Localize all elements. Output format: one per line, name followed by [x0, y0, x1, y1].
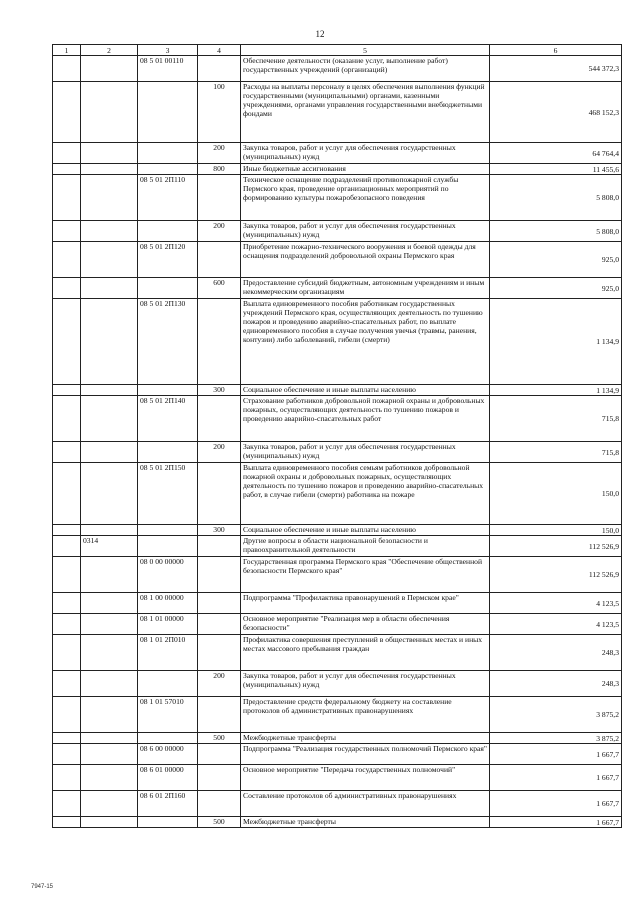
expense-type-cell: 800 [198, 164, 241, 175]
amount-cell: 925,0 [490, 242, 622, 278]
table-row [53, 175, 622, 221]
target-article-cell [138, 817, 198, 828]
target-article-cell [138, 221, 198, 242]
section-cell [53, 385, 81, 396]
target-article-cell: 08 5 01 2П140 [138, 396, 198, 442]
section-cell [53, 299, 81, 385]
table-row [53, 614, 622, 635]
description-cell: Основное мероприятие "Передача государственных полномочий" [241, 765, 490, 791]
target-article-cell [138, 536, 198, 557]
amount-cell: 64 764,4 [490, 143, 622, 164]
table-row [53, 733, 622, 744]
description-cell: Выплата единовременного пособия работникам государственных учреждений Пермского края, осуществляющих деятельность по тушению пожаров и проведению аварийно-спасательных работ, по выплате единовременного пособия в случае получения увечья (травмы, ранения, контузии) либо заболеваний, гибели (смерти) [241, 299, 490, 385]
expense-type-cell [198, 396, 241, 442]
section-cell [53, 463, 81, 525]
expense-type-cell: 500 [198, 817, 241, 828]
description-cell: Страхование работников добровольной пожарной охраны и добровольных пожарных, осуществляющих деятельность по тушению пожаров и проведению аварийно-спасательных работ [241, 396, 490, 442]
subsection-cell [81, 697, 138, 733]
section-cell [53, 278, 81, 299]
amount-cell: 1 667,7 [490, 791, 622, 817]
expense-type-cell [198, 557, 241, 593]
table-row [53, 299, 622, 385]
description-cell: Составление протоколов об административных правонарушениях [241, 791, 490, 817]
target-article-cell: 08 6 00 00000 [138, 744, 198, 765]
table-row [53, 536, 622, 557]
table-row [53, 278, 622, 299]
header-cell: 5 [241, 45, 490, 56]
table-row [53, 463, 622, 525]
amount-cell: 112 526,9 [490, 557, 622, 593]
amount-cell: 925,0 [490, 278, 622, 299]
subsection-cell [81, 164, 138, 175]
expense-type-cell [198, 744, 241, 765]
description-cell: Основное мероприятие "Реализация мер в области обеспечения безопасности" [241, 614, 490, 635]
subsection-cell [81, 817, 138, 828]
table-row [53, 791, 622, 817]
target-article-cell [138, 143, 198, 164]
description-cell: Другие вопросы в области национальной безопасности и правоохранительной деятельности [241, 536, 490, 557]
table-body [53, 56, 622, 828]
description-cell: Подпрограмма "Реализация государственных полномочий Пермского края" [241, 744, 490, 765]
subsection-cell [81, 175, 138, 221]
target-article-cell: 08 6 01 2П160 [138, 791, 198, 817]
table-row [53, 765, 622, 791]
section-cell [53, 221, 81, 242]
target-article-cell: 08 5 01 2П130 [138, 299, 198, 385]
expense-type-cell [198, 791, 241, 817]
amount-cell: 4 123,5 [490, 593, 622, 614]
description-cell: Приобретение пожарно-технического вооружения и боевой одежды для оснащения подразделений добровольной охраны Пермского края [241, 242, 490, 278]
table-row [53, 242, 622, 278]
section-cell [53, 525, 81, 536]
section-cell [53, 143, 81, 164]
expense-type-cell: 300 [198, 525, 241, 536]
amount-cell: 1 134,9 [490, 299, 622, 385]
expense-type-cell: 200 [198, 671, 241, 697]
target-article-cell [138, 671, 198, 697]
header-row [53, 45, 622, 56]
description-cell: Обеспечение деятельности (оказание услуг, выполнение работ) государственных учреждений (организаций) [241, 56, 490, 82]
section-cell [53, 396, 81, 442]
target-article-cell: 08 5 01 00110 [138, 56, 198, 82]
amount-cell: 1 667,7 [490, 765, 622, 791]
section-cell [53, 671, 81, 697]
table-row [53, 817, 622, 828]
amount-cell: 3 875,2 [490, 733, 622, 744]
section-cell [53, 536, 81, 557]
table-row [53, 635, 622, 671]
section-cell [53, 82, 81, 143]
page-number: 12 [315, 29, 325, 39]
table-row [53, 164, 622, 175]
amount-cell: 4 123,5 [490, 614, 622, 635]
table-row [53, 143, 622, 164]
table-row [53, 396, 622, 442]
section-cell [53, 593, 81, 614]
target-article-cell [138, 733, 198, 744]
description-cell: Техническое оснащение подразделений противопожарной службы Пермского края, проведение организационных мероприятий по формированию культуры пожаробезопасного поведения [241, 175, 490, 221]
description-cell: Закупка товаров, работ и услуг для обеспечения государственных (муниципальных) нужд [241, 221, 490, 242]
table-row [53, 671, 622, 697]
amount-cell: 150,0 [490, 525, 622, 536]
subsection-cell: 0314 [81, 536, 138, 557]
subsection-cell [81, 765, 138, 791]
description-cell: Закупка товаров, работ и услуг для обеспечения государственных (муниципальных) нужд [241, 143, 490, 164]
header-cell: 1 [53, 45, 81, 56]
footer-code: 7947-15 [31, 884, 54, 890]
section-cell [53, 164, 81, 175]
expense-type-cell [198, 635, 241, 671]
subsection-cell [81, 82, 138, 143]
description-cell: Государственная программа Пермского края "Обеспечение общественной безопасности Пермского края" [241, 557, 490, 593]
budget-table [52, 44, 622, 828]
header-cell: 6 [490, 45, 622, 56]
target-article-cell [138, 442, 198, 463]
expense-type-cell: 600 [198, 278, 241, 299]
expense-type-cell [198, 536, 241, 557]
target-article-cell: 08 6 01 00000 [138, 765, 198, 791]
table-row [53, 697, 622, 733]
target-article-cell: 08 5 01 2П110 [138, 175, 198, 221]
target-article-cell: 08 0 00 00000 [138, 557, 198, 593]
subsection-cell [81, 593, 138, 614]
subsection-cell [81, 635, 138, 671]
amount-cell: 468 152,3 [490, 82, 622, 143]
subsection-cell [81, 143, 138, 164]
target-article-cell: 08 1 00 00000 [138, 593, 198, 614]
section-cell [53, 744, 81, 765]
expense-type-cell [198, 697, 241, 733]
header-cell: 4 [198, 45, 241, 56]
amount-cell: 715,8 [490, 396, 622, 442]
section-cell [53, 765, 81, 791]
section-cell [53, 242, 81, 278]
amount-cell: 3 875,2 [490, 697, 622, 733]
expense-type-cell [198, 242, 241, 278]
description-cell: Социальное обеспечение и иные выплаты населению [241, 385, 490, 396]
section-cell [53, 442, 81, 463]
description-cell: Закупка товаров, работ и услуг для обеспечения государственных (муниципальных) нужд [241, 442, 490, 463]
description-cell: Профилактика совершения преступлений в общественных местах и иных местах массового пребывания граждан [241, 635, 490, 671]
amount-cell: 11 455,6 [490, 164, 622, 175]
table-row [53, 557, 622, 593]
expense-type-cell: 300 [198, 385, 241, 396]
expense-type-cell [198, 614, 241, 635]
description-cell: Предоставление субсидий бюджетным, автономным учреждениям и иным некоммерческим организациям [241, 278, 490, 299]
expense-type-cell [198, 56, 241, 82]
subsection-cell [81, 385, 138, 396]
table-row [53, 442, 622, 463]
description-cell: Расходы на выплаты персоналу в целях обеспечения выполнения функций государственными (муниципальными) органами, казенными учреждениями, органами управления государственными внебюджетными фондами [241, 82, 490, 143]
section-cell [53, 791, 81, 817]
subsection-cell [81, 791, 138, 817]
amount-cell: 248,3 [490, 635, 622, 671]
subsection-cell [81, 242, 138, 278]
expense-type-cell [198, 463, 241, 525]
subsection-cell [81, 744, 138, 765]
amount-cell: 5 808,0 [490, 221, 622, 242]
target-article-cell: 08 1 01 00000 [138, 614, 198, 635]
section-cell [53, 817, 81, 828]
description-cell: Межбюджетные трансферты [241, 733, 490, 744]
section-cell [53, 557, 81, 593]
description-cell: Социальное обеспечение и иные выплаты населению [241, 525, 490, 536]
table-row [53, 593, 622, 614]
subsection-cell [81, 56, 138, 82]
expense-type-cell: 200 [198, 143, 241, 164]
target-article-cell: 08 5 01 2П150 [138, 463, 198, 525]
subsection-cell [81, 221, 138, 242]
subsection-cell [81, 442, 138, 463]
table-row [53, 82, 622, 143]
amount-cell: 1 667,7 [490, 817, 622, 828]
table-row [53, 221, 622, 242]
section-cell [53, 733, 81, 744]
description-cell: Подпрограмма "Профилактика правонарушений в Пермском крае" [241, 593, 490, 614]
table-row [53, 56, 622, 82]
amount-cell: 1 667,7 [490, 744, 622, 765]
subsection-cell [81, 557, 138, 593]
subsection-cell [81, 299, 138, 385]
expense-type-cell [198, 299, 241, 385]
amount-cell: 112 526,9 [490, 536, 622, 557]
description-cell: Иные бюджетные ассигнования [241, 164, 490, 175]
amount-cell: 150,0 [490, 463, 622, 525]
description-cell: Межбюджетные трансферты [241, 817, 490, 828]
expense-type-cell: 100 [198, 82, 241, 143]
target-article-cell [138, 278, 198, 299]
subsection-cell [81, 671, 138, 697]
header-cell: 3 [138, 45, 198, 56]
table-row [53, 525, 622, 536]
description-cell: Закупка товаров, работ и услуг для обеспечения государственных (муниципальных) нужд [241, 671, 490, 697]
expense-type-cell [198, 765, 241, 791]
subsection-cell [81, 396, 138, 442]
subsection-cell [81, 614, 138, 635]
header-cell: 2 [81, 45, 138, 56]
target-article-cell [138, 164, 198, 175]
subsection-cell [81, 525, 138, 536]
subsection-cell [81, 463, 138, 525]
target-article-cell: 08 1 01 2П010 [138, 635, 198, 671]
expense-type-cell: 200 [198, 221, 241, 242]
section-cell [53, 175, 81, 221]
amount-cell: 5 808,0 [490, 175, 622, 221]
target-article-cell: 08 1 01 57010 [138, 697, 198, 733]
amount-cell: 544 372,3 [490, 56, 622, 82]
amount-cell: 248,3 [490, 671, 622, 697]
target-article-cell [138, 525, 198, 536]
amount-cell: 1 134,9 [490, 385, 622, 396]
expense-type-cell: 200 [198, 442, 241, 463]
target-article-cell [138, 82, 198, 143]
section-cell [53, 697, 81, 733]
target-article-cell: 08 5 01 2П120 [138, 242, 198, 278]
table-row [53, 744, 622, 765]
section-cell [53, 635, 81, 671]
expense-type-cell [198, 175, 241, 221]
subsection-cell [81, 278, 138, 299]
section-cell [53, 614, 81, 635]
target-article-cell [138, 385, 198, 396]
description-cell: Выплата единовременного пособия семьям работников добровольной пожарной охраны и добровольных пожарных, осуществляющих деятельность по тушению пожаров и проведению аварийно-спасательных работ, в случае гибели (смерти) работника на пожаре [241, 463, 490, 525]
expense-type-cell [198, 593, 241, 614]
section-cell [53, 56, 81, 82]
subsection-cell [81, 733, 138, 744]
table-row [53, 385, 622, 396]
description-cell: Предоставление средств федеральному бюджету на составление протоколов об административных правонарушениях [241, 697, 490, 733]
expense-type-cell: 500 [198, 733, 241, 744]
amount-cell: 715,8 [490, 442, 622, 463]
